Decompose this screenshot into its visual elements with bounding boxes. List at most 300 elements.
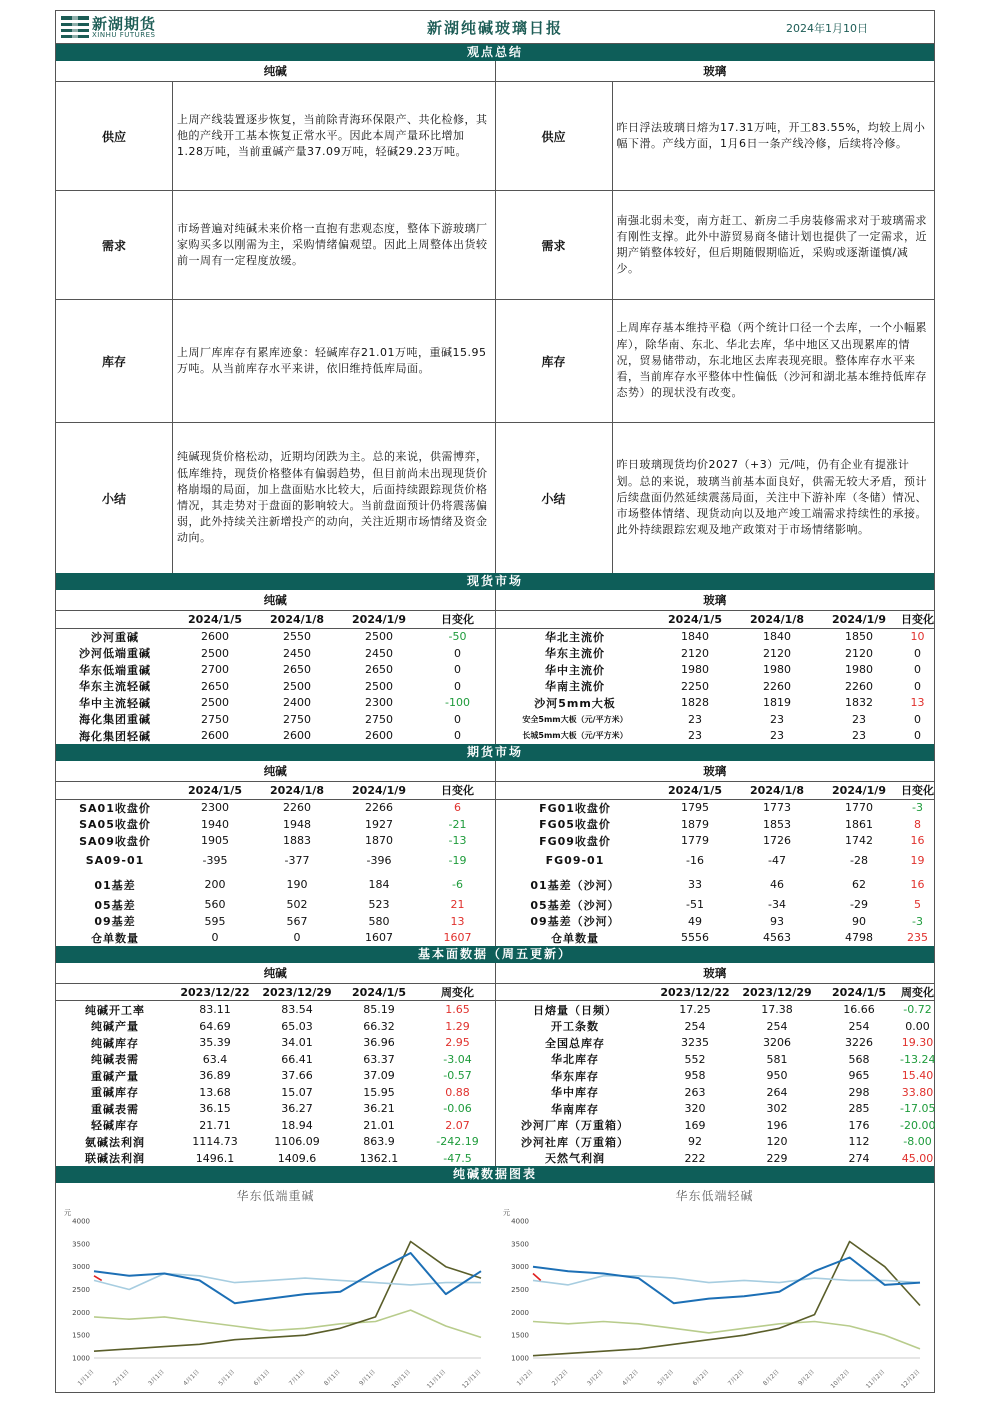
row-label: 仓单数量 xyxy=(91,931,139,945)
column-header: 2024/1/5 xyxy=(174,611,256,628)
chart-heavy-soda xyxy=(56,1183,496,1399)
cell-value: 567 xyxy=(286,914,308,928)
fund-soda-table xyxy=(56,984,495,1167)
x-tick-label: 9月1日 xyxy=(358,1368,377,1388)
table-row xyxy=(496,1133,935,1150)
table-row xyxy=(496,628,935,645)
table-row xyxy=(56,728,495,745)
x-tick-label: 3月1日 xyxy=(146,1368,166,1388)
column-header: 日变化 xyxy=(420,782,495,799)
row-label: 纯碱表需 xyxy=(91,1053,139,1067)
row-label: 重碱库存 xyxy=(91,1086,139,1100)
cell-change: 33.80 xyxy=(901,1085,934,1099)
cell-change: -8.00 xyxy=(903,1135,932,1149)
cell-value: 2120 xyxy=(681,646,709,660)
cell-change: 0 xyxy=(914,712,921,726)
column-header xyxy=(496,782,654,799)
cell-value: 580 xyxy=(368,914,390,928)
column-header: 周变化 xyxy=(420,984,495,1001)
row-label: 华东低端重碱 xyxy=(79,663,151,677)
column-header: 2024/1/9 xyxy=(338,782,420,799)
cell-value: 1980 xyxy=(681,663,709,677)
cell-value: 0 xyxy=(293,931,301,945)
cell-value: 23 xyxy=(770,729,784,743)
cell-value: 0 xyxy=(211,931,219,945)
section-charts-title: 纯碱数据图表 xyxy=(56,1166,934,1183)
cell-change: 0 xyxy=(914,646,921,660)
spot-soda-table xyxy=(56,611,495,744)
cell-change: -47.5 xyxy=(443,1151,472,1165)
table-row xyxy=(56,849,495,873)
cell-value: 2500 xyxy=(201,696,229,710)
y-tick-label: 3500 xyxy=(72,1240,90,1249)
x-tick-label: 3月2日 xyxy=(585,1368,605,1388)
table-row xyxy=(56,1100,495,1117)
x-tick-label: 10月2日 xyxy=(829,1368,852,1391)
cell-change: -13 xyxy=(448,834,467,848)
y-tick-label: 2000 xyxy=(511,1309,529,1318)
cell-value: 46 xyxy=(770,878,784,892)
x-tick-label: 11月2日 xyxy=(864,1368,887,1391)
column-header xyxy=(496,611,654,628)
cell-value: 1726 xyxy=(763,834,791,848)
cell-value: 1496.1 xyxy=(195,1151,235,1165)
view-body xyxy=(56,82,934,573)
column-header: 2024/1/8 xyxy=(256,782,338,799)
futures-subheader xyxy=(56,761,934,782)
row-label: 沙河重碱 xyxy=(91,630,139,644)
cell-value: 17.38 xyxy=(761,1003,793,1017)
cell-value: 2250 xyxy=(681,679,709,693)
cell-change: 0.00 xyxy=(905,1019,930,1033)
chart-right xyxy=(495,1183,934,1399)
table-row xyxy=(56,695,495,712)
row-label: 05基差（沙河） xyxy=(530,898,620,912)
cell-value: 112 xyxy=(848,1135,870,1149)
column-header: 2024/1/5 xyxy=(654,611,736,628)
cell-change: 45.00 xyxy=(901,1151,934,1165)
cell-value: 85.19 xyxy=(363,1003,395,1017)
section-fundamentals-title: 基本面数据（周五更新） xyxy=(56,946,934,963)
section-view-title: 观点总结 xyxy=(56,44,934,61)
cell-value: 298 xyxy=(848,1085,870,1099)
cell-value: 2260 xyxy=(845,679,873,693)
cell-value: 2500 xyxy=(365,630,393,644)
view-row xyxy=(56,423,495,573)
x-tick-label: 6月2日 xyxy=(691,1368,711,1388)
cell-value: 3226 xyxy=(845,1036,873,1050)
row-label: 华东库存 xyxy=(551,1069,599,1083)
cell-value: 2600 xyxy=(201,630,229,644)
cell-value: -28 xyxy=(850,854,868,868)
cell-value: 15.95 xyxy=(363,1085,395,1099)
column-header: 日变化 xyxy=(420,611,495,628)
cell-change: -3.04 xyxy=(443,1052,472,1066)
table-row xyxy=(56,711,495,728)
column-header: 2024/1/9 xyxy=(818,611,900,628)
cell-value: 63.37 xyxy=(363,1052,395,1066)
x-tick-label: 12月1日 xyxy=(460,1368,483,1391)
table-header-row xyxy=(496,782,935,799)
row-label: FG05收盘价 xyxy=(539,818,611,832)
cell-value: 2600 xyxy=(201,729,229,743)
x-tick-label: 2月1日 xyxy=(111,1368,131,1388)
table-row xyxy=(56,929,495,946)
cell-change: -0.72 xyxy=(903,1003,932,1017)
view-row xyxy=(56,300,495,423)
cell-change: 1.29 xyxy=(445,1019,470,1033)
chart-light-soda xyxy=(495,1183,935,1399)
cell-value: 2266 xyxy=(365,801,393,815)
spot-glass-table xyxy=(496,611,935,744)
cell-value: 1905 xyxy=(201,834,229,848)
cell-value: 950 xyxy=(766,1069,788,1083)
cell-value: -29 xyxy=(850,898,868,912)
y-unit-label: 元 xyxy=(64,1209,71,1218)
column-header xyxy=(56,984,174,1001)
table-row xyxy=(56,913,495,930)
column-header: 2024/1/8 xyxy=(256,611,338,628)
cell-value: 274 xyxy=(848,1151,870,1165)
cell-value: 1948 xyxy=(283,817,311,831)
table-row xyxy=(56,628,495,645)
fund-subheader xyxy=(56,963,934,984)
cell-value: 1795 xyxy=(681,801,709,815)
cell-value: 63.4 xyxy=(202,1052,228,1066)
view-row-text: 南强北弱未变，南方赶工、新房二手房装修需求对于玻璃需求有刚性支撑。此外中游贸易商冬储计划也提供了一定需求，近期产销整体较好，但后期随假期临近，采购或逐渐谨慎/减少。 xyxy=(616,213,927,276)
x-tick-label: 8月2日 xyxy=(761,1368,781,1388)
view-subheader xyxy=(56,61,934,82)
cell-value: 1773 xyxy=(763,801,791,815)
cell-change: -19 xyxy=(448,854,467,868)
fund-glass-table xyxy=(496,984,935,1167)
cell-change: 1.65 xyxy=(445,1003,470,1017)
cell-value: 33 xyxy=(688,878,702,892)
row-label: 日熔量（日频） xyxy=(533,1003,617,1017)
table-row xyxy=(56,1051,495,1068)
cell-value: 958 xyxy=(684,1069,706,1083)
cell-change: -100 xyxy=(445,696,470,710)
table-row xyxy=(496,728,935,745)
chart-title: 华东低端轻碱 xyxy=(675,1189,754,1204)
cell-value: 2550 xyxy=(283,630,311,644)
cell-value: 36.27 xyxy=(281,1102,313,1116)
report-date: 2024年1月10日 xyxy=(786,22,868,35)
row-label: SA01收盘价 xyxy=(79,801,151,815)
charts-area xyxy=(56,1183,934,1399)
row-label: 沙河社库（万重箱） xyxy=(521,1135,629,1149)
row-label: 沙河低端重碱 xyxy=(79,647,151,661)
table-row xyxy=(496,711,935,728)
cell-change: 19 xyxy=(910,854,925,868)
cell-value: 13.68 xyxy=(199,1085,231,1099)
cell-value: 2500 xyxy=(201,646,229,660)
column-header: 2024/1/5 xyxy=(174,782,256,799)
cell-value: 36.96 xyxy=(363,1036,395,1050)
cell-value: 1770 xyxy=(845,801,873,815)
row-label: 05基差 xyxy=(94,898,136,912)
table-row xyxy=(56,1117,495,1134)
table-row xyxy=(496,678,935,695)
column-header: 周变化 xyxy=(900,984,935,1001)
row-label: 安全5mm大板（元/平方米） xyxy=(522,714,628,724)
fund-glass-title: 玻璃 xyxy=(703,965,727,980)
cell-value: 64.69 xyxy=(199,1019,231,1033)
view-row xyxy=(56,191,495,300)
row-label: 华东主流价 xyxy=(545,647,605,661)
y-tick-label: 1000 xyxy=(72,1354,90,1363)
cell-value: 93 xyxy=(770,914,784,928)
cell-change: 15.40 xyxy=(901,1069,934,1083)
view-row-text: 纯碱现货价格松动，近期均闭跌为主。总的来说，供需博弈，低库维持，现货价格整体有偏弱趋势，但目前尚未出现现货价格崩塌的局面，加上盘面贴水比较大，后面持续跟踪现货价格情况，其走势对于盘面的影响较大。当前盘面预计仍将震荡偏弱，此外持续关注新增投产的动向，关注近期市场情绪及资金动向。 xyxy=(177,450,488,545)
cell-change: 0.88 xyxy=(445,1085,470,1099)
spot-subheader xyxy=(56,590,934,611)
row-label: 沙河厂库（万重箱） xyxy=(521,1119,629,1133)
spot-soda-title: 纯碱 xyxy=(56,590,496,610)
cell-value: -395 xyxy=(202,854,228,868)
cell-change: 0 xyxy=(454,729,461,743)
x-tick-label: 1月1日 xyxy=(76,1368,96,1388)
column-header: 2024/1/8 xyxy=(736,611,818,628)
view-row-label: 需求 xyxy=(496,191,613,299)
x-tick-label: 8月1日 xyxy=(322,1368,342,1388)
view-row-label: 供应 xyxy=(56,82,173,190)
cell-value: 4563 xyxy=(763,931,791,945)
cell-value: 184 xyxy=(368,878,390,892)
cell-value: 37.66 xyxy=(281,1069,313,1083)
cell-value: 92 xyxy=(688,1135,702,1149)
row-label: 海化集团轻碱 xyxy=(79,729,151,743)
cell-change: 13 xyxy=(450,914,465,928)
cell-value: 2650 xyxy=(201,679,229,693)
cell-change: -3 xyxy=(912,801,923,815)
cell-value: 502 xyxy=(286,898,308,912)
cell-value: 66.32 xyxy=(363,1019,395,1033)
chart-title: 华东低端重碱 xyxy=(236,1189,315,1204)
cell-value: 1819 xyxy=(763,696,791,710)
table-row xyxy=(496,645,935,662)
cell-value: 2450 xyxy=(365,646,393,660)
cell-value: 863.9 xyxy=(363,1135,395,1149)
cell-value: 1114.73 xyxy=(192,1135,238,1149)
table-row xyxy=(56,833,495,850)
cell-value: 2300 xyxy=(365,696,393,710)
y-tick-label: 4000 xyxy=(72,1217,90,1226)
view-row-label: 供应 xyxy=(496,82,613,190)
row-label: 华东主流轻碱 xyxy=(79,680,151,694)
cell-value: 83.54 xyxy=(281,1003,313,1017)
cell-value: 1861 xyxy=(845,817,873,831)
logo-text: 新湖期货 xyxy=(92,15,157,33)
row-label: 全国总库存 xyxy=(545,1036,605,1050)
cell-change: -242.19 xyxy=(436,1135,479,1149)
cell-value: 15.07 xyxy=(281,1085,313,1099)
cell-change: 13 xyxy=(910,696,925,710)
row-label: 纯碱库存 xyxy=(91,1036,139,1050)
cell-value: 83.11 xyxy=(199,1003,231,1017)
cell-value: 23 xyxy=(852,712,866,726)
row-label: 轻碱库存 xyxy=(91,1119,139,1133)
chart-left xyxy=(56,1183,495,1399)
row-label: 氨碱法利润 xyxy=(85,1135,145,1149)
cell-value: 2650 xyxy=(283,663,311,677)
cell-value: 1879 xyxy=(681,817,709,831)
cell-value: 5556 xyxy=(681,931,709,945)
table-row xyxy=(496,662,935,679)
cell-value: -377 xyxy=(284,854,310,868)
section-spot-title: 现货市场 xyxy=(56,573,934,590)
cell-change: 16 xyxy=(910,834,925,848)
cell-value: 264 xyxy=(766,1085,788,1099)
y-tick-label: 2000 xyxy=(72,1309,90,1318)
table-row xyxy=(496,1067,935,1084)
view-glass-title: 玻璃 xyxy=(703,64,727,78)
table-row xyxy=(496,873,935,897)
cell-value: 595 xyxy=(204,914,226,928)
x-tick-label: 12月2日 xyxy=(899,1368,922,1391)
cell-value: 4798 xyxy=(845,931,873,945)
column-header: 2024/1/9 xyxy=(818,782,900,799)
row-label: 仓单数量 xyxy=(551,931,599,945)
column-header: 2024/1/5 xyxy=(654,782,736,799)
row-label: 09基差 xyxy=(94,915,136,929)
view-row xyxy=(496,423,935,573)
cell-value: -396 xyxy=(366,854,392,868)
view-glass-column xyxy=(496,82,935,573)
cell-value: 2750 xyxy=(201,712,229,726)
cell-value: 62 xyxy=(852,878,866,892)
cell-value: 263 xyxy=(684,1085,706,1099)
cell-change: -0.06 xyxy=(443,1102,472,1116)
view-row-label: 库存 xyxy=(496,300,613,422)
table-row xyxy=(56,1133,495,1150)
cell-value: 2650 xyxy=(365,663,393,677)
table-header-row xyxy=(496,611,935,628)
cell-value: 3206 xyxy=(763,1036,791,1050)
cell-change: -21 xyxy=(448,817,467,831)
view-row-text: 市场普遍对纯碱未来价格一直抱有悲观态度，整体下游玻璃厂家购买多以刚需为主，采购情绪偏观望。因此上周整体出货较前一周有一定程度放缓。 xyxy=(177,221,488,268)
cell-change: -0.57 xyxy=(443,1069,472,1083)
cell-change: 1607 xyxy=(443,931,472,945)
view-row-label: 需求 xyxy=(56,191,173,299)
x-tick-label: 11月1日 xyxy=(425,1368,448,1391)
table-row xyxy=(56,816,495,833)
cell-value: 37.09 xyxy=(363,1069,395,1083)
view-row xyxy=(496,82,935,191)
x-tick-label: 2月2日 xyxy=(550,1368,570,1388)
row-label: SA05收盘价 xyxy=(79,818,151,832)
row-label: 华中主流价 xyxy=(545,663,605,677)
series-line xyxy=(94,1274,481,1290)
column-header xyxy=(56,782,174,799)
cell-value: 222 xyxy=(684,1151,706,1165)
table-row xyxy=(56,678,495,695)
series-line xyxy=(533,1274,541,1281)
x-tick-label: 5月2日 xyxy=(656,1368,676,1388)
column-header: 日变化 xyxy=(900,611,935,628)
cell-value: 2120 xyxy=(845,646,873,660)
cell-value: 1779 xyxy=(681,834,709,848)
row-label: 09基差（沙河） xyxy=(530,915,620,929)
cell-value: 2600 xyxy=(283,729,311,743)
cell-value: -34 xyxy=(768,898,786,912)
row-label: 海化集团重碱 xyxy=(79,713,151,727)
cell-change: -50 xyxy=(448,630,467,644)
view-row-label: 小结 xyxy=(496,423,613,573)
cell-value: 2120 xyxy=(763,646,791,660)
logo-subtext: XINHU FUTURES xyxy=(92,31,156,39)
row-label: 01基差 xyxy=(94,878,136,892)
table-row xyxy=(56,1067,495,1084)
cell-value: 1409.6 xyxy=(277,1151,317,1165)
cell-value: -51 xyxy=(686,898,704,912)
row-label: 华北库存 xyxy=(551,1053,599,1067)
row-label: 天然气利润 xyxy=(545,1152,605,1166)
table-header-row xyxy=(56,611,495,628)
cell-change: 8 xyxy=(914,817,921,831)
cell-value: 552 xyxy=(684,1052,706,1066)
cell-value: 65.03 xyxy=(281,1019,313,1033)
column-header xyxy=(56,611,174,628)
column-header: 2024/1/5 xyxy=(338,984,420,1001)
cell-value: 200 xyxy=(204,878,226,892)
table-row xyxy=(496,1100,935,1117)
cell-value: 2400 xyxy=(283,696,311,710)
cell-value: 196 xyxy=(766,1118,788,1132)
column-header: 2023/12/22 xyxy=(654,984,736,1001)
table-row xyxy=(496,849,935,873)
fund-soda-title: 纯碱 xyxy=(56,963,496,983)
view-row-text: 上周库存基本维持平稳（两个统计口径一个去库，一个小幅累库），除华南、东北、华北去库，华中地区又出现累库的情况，贸易储带动，东北地区去库表现亮眼。整体库存水平来看，当前库存水平整体中性偏低（沙河和湖北基本维持低库存态势）的现状没有改变。 xyxy=(616,321,927,400)
y-tick-label: 3000 xyxy=(72,1263,90,1272)
cell-change: 2.07 xyxy=(445,1118,470,1132)
cell-value: 2600 xyxy=(365,729,393,743)
table-row xyxy=(56,662,495,679)
cell-value: 2260 xyxy=(763,679,791,693)
series-line xyxy=(94,1276,102,1281)
cell-value: 23 xyxy=(688,729,702,743)
cell-value: 254 xyxy=(766,1019,788,1033)
cell-change: -20.00 xyxy=(900,1118,935,1132)
cell-change: 0 xyxy=(914,729,921,743)
report-title: 新湖纯碱玻璃日报 xyxy=(426,19,563,37)
x-tick-label: 4月2日 xyxy=(621,1368,640,1388)
series-line xyxy=(533,1322,920,1349)
x-tick-label: 9月2日 xyxy=(797,1368,816,1388)
cell-change: 21 xyxy=(450,898,465,912)
cell-value: 169 xyxy=(684,1118,706,1132)
cell-value: 285 xyxy=(848,1102,870,1116)
cell-change: 0 xyxy=(914,679,921,693)
cell-change: 0 xyxy=(454,679,461,693)
cell-value: 2500 xyxy=(365,679,393,693)
table-row xyxy=(496,833,935,850)
table-row xyxy=(56,645,495,662)
cell-value: 2750 xyxy=(365,712,393,726)
view-row xyxy=(496,191,935,300)
table-header-row xyxy=(496,984,935,1001)
cell-value: 34.01 xyxy=(281,1036,313,1050)
column-header: 2023/12/29 xyxy=(736,984,818,1001)
table-row xyxy=(56,873,495,897)
table-row xyxy=(56,1084,495,1101)
table-row xyxy=(496,1018,935,1035)
table-row xyxy=(496,1150,935,1167)
view-soda-title: 纯碱 xyxy=(56,61,496,81)
column-header: 2024/1/8 xyxy=(736,782,818,799)
cell-value: 176 xyxy=(848,1118,870,1132)
cell-value: 1840 xyxy=(763,630,791,644)
